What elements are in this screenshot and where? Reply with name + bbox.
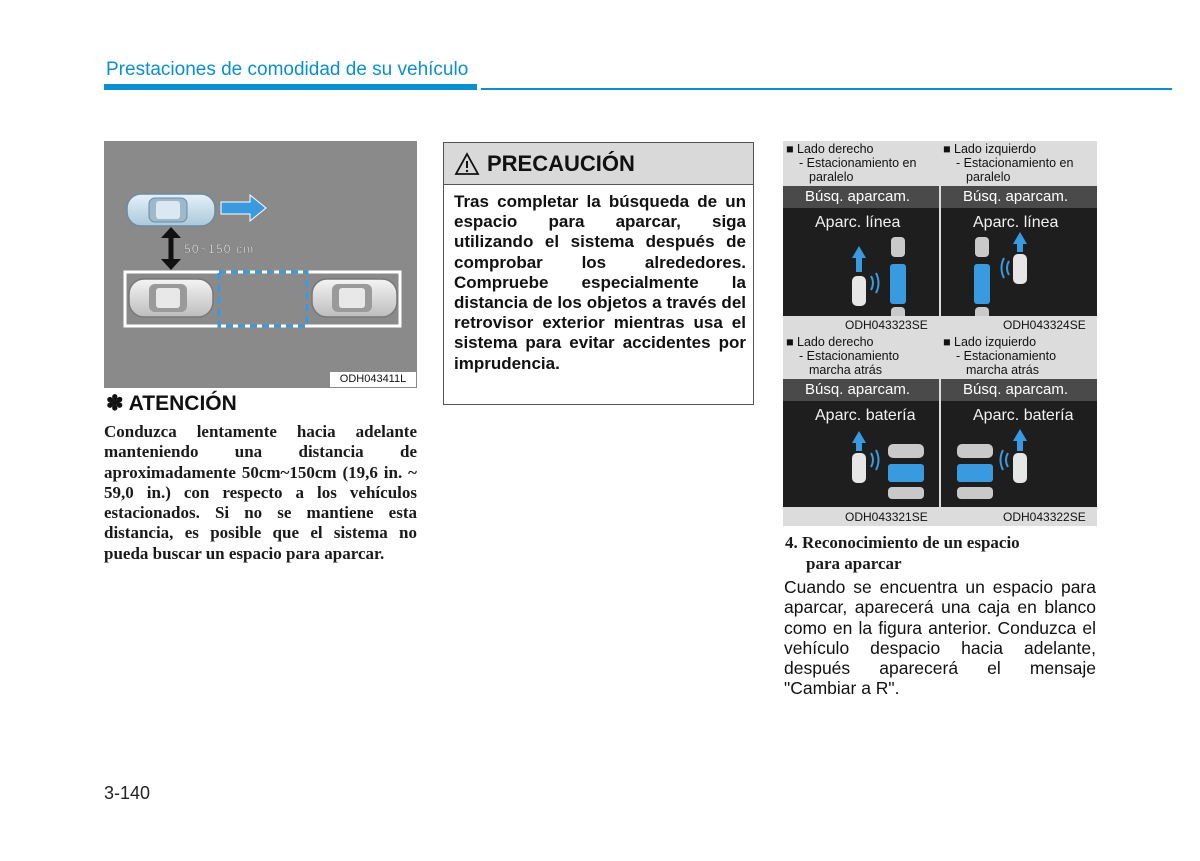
- caution-header: [444, 143, 753, 185]
- screen4-mode: Aparc. batería: [973, 407, 1074, 424]
- figure-code: ODH043411L: [330, 372, 416, 387]
- screen4-side: ■ Lado izquierdo: [943, 335, 1037, 349]
- caution-body: Tras completar la búsqueda de un espacio para aparcar, siga utilizando el sistema después de comprobar los alrededores. Compruebe especialmente la distancia de los objetos a través del retrovisor exterior mientras usa el sistema para evitar accidentes por imprudencia.: [454, 192, 746, 373]
- screen4-graphic: [941, 379, 1097, 507]
- caution-title: PRECAUCIÓN: [487, 151, 635, 176]
- screen2-code: ODH043324SE: [1003, 318, 1086, 332]
- attention-symbol: ✽: [106, 392, 124, 415]
- screen3-mode: Aparc. batería: [815, 407, 916, 424]
- screen2-side: ■ Lado izquierdo: [943, 142, 1037, 156]
- screen1-mode: Aparc. línea: [815, 214, 901, 231]
- screen4-line2: marcha atrás: [966, 363, 1039, 377]
- attention-heading: [106, 391, 237, 416]
- warning-triangle-icon: [454, 152, 480, 176]
- section4-title: [785, 532, 1085, 574]
- screen1-display: [783, 186, 939, 316]
- screen2-graphic: [941, 186, 1097, 316]
- moving-car: [127, 194, 215, 226]
- section4-body: Cuando se encuentra un espacio para aparcar, aparecerá una caja en blanco como en la figura anterior. Conduzca el vehículo despacio hacia adelante, después aparecerá el mensaje "Cambiar a R".: [784, 577, 1096, 699]
- screen3-line1: - Estacionamiento: [799, 349, 900, 363]
- attention-title: ATENCIÓN: [128, 392, 237, 415]
- section4-title-line2: para aparcar: [806, 554, 902, 573]
- header-rule-thin: [481, 88, 1172, 90]
- page-number: 3-140: [104, 783, 151, 803]
- screen4-line1: - Estacionamiento: [956, 349, 1057, 363]
- screen1-caption: [786, 142, 916, 184]
- screen4-topbar: Búsq. aparcam.: [941, 379, 1097, 401]
- section-header-title: Prestaciones de comodidad de su vehículo: [106, 59, 469, 80]
- parking-distance-figure: [104, 141, 417, 388]
- screen2-topbar: Búsq. aparcam.: [941, 186, 1097, 208]
- parked-car-right: [312, 279, 397, 317]
- screen1-code: ODH043323SE: [845, 318, 928, 332]
- screen1-line2: paralelo: [809, 170, 854, 184]
- screen3-line2: marcha atrás: [809, 363, 882, 377]
- parking-distance-illustration: [104, 141, 417, 388]
- screen4-code: ODH043322SE: [1003, 510, 1086, 524]
- screen3-code: ODH043321SE: [845, 510, 928, 524]
- screen1-graphic: [783, 186, 939, 316]
- distance-arrow-icon: [161, 227, 181, 270]
- header-rule-thick: [104, 84, 477, 90]
- screen4-display: [941, 379, 1097, 507]
- screen4-caption: [943, 335, 1056, 377]
- screen3-topbar: Búsq. aparcam.: [783, 379, 939, 401]
- screen1-topbar: Búsq. aparcam.: [783, 186, 939, 208]
- screen3-side: ■ Lado derecho: [786, 335, 874, 349]
- screen2-line2: paralelo: [966, 170, 1011, 184]
- screen2-display: [941, 186, 1097, 316]
- section4-title-line1: 4. Reconocimiento de un espacio: [785, 533, 1020, 552]
- screen1-side: ■ Lado derecho: [786, 142, 874, 156]
- screen2-line1: - Estacionamiento en: [956, 156, 1074, 170]
- caution-box: [443, 142, 754, 405]
- forward-arrow-icon: [221, 195, 266, 221]
- attention-body: Conduzca lentamente hacia adelante manteniendo una distancia de aproximadamente 50cm~150cm (19,6 in. ~ 59,0 in.) con respecto a los vehículos estacionados. Si no se mantiene esta distancia, es posible que el sistema no pueda buscar un espacio para aparcar.: [104, 422, 417, 563]
- distance-label: 50~150 cm: [184, 242, 255, 256]
- parked-car-left: [129, 279, 213, 317]
- screen1-line1: - Estacionamiento en: [799, 156, 917, 170]
- screen3-display: [783, 379, 939, 507]
- screen2-caption: [943, 142, 1073, 184]
- screen3-caption: [786, 335, 899, 377]
- screen3-graphic: [783, 379, 939, 507]
- screen2-mode: Aparc. línea: [973, 214, 1059, 231]
- free-space-box: [219, 272, 307, 326]
